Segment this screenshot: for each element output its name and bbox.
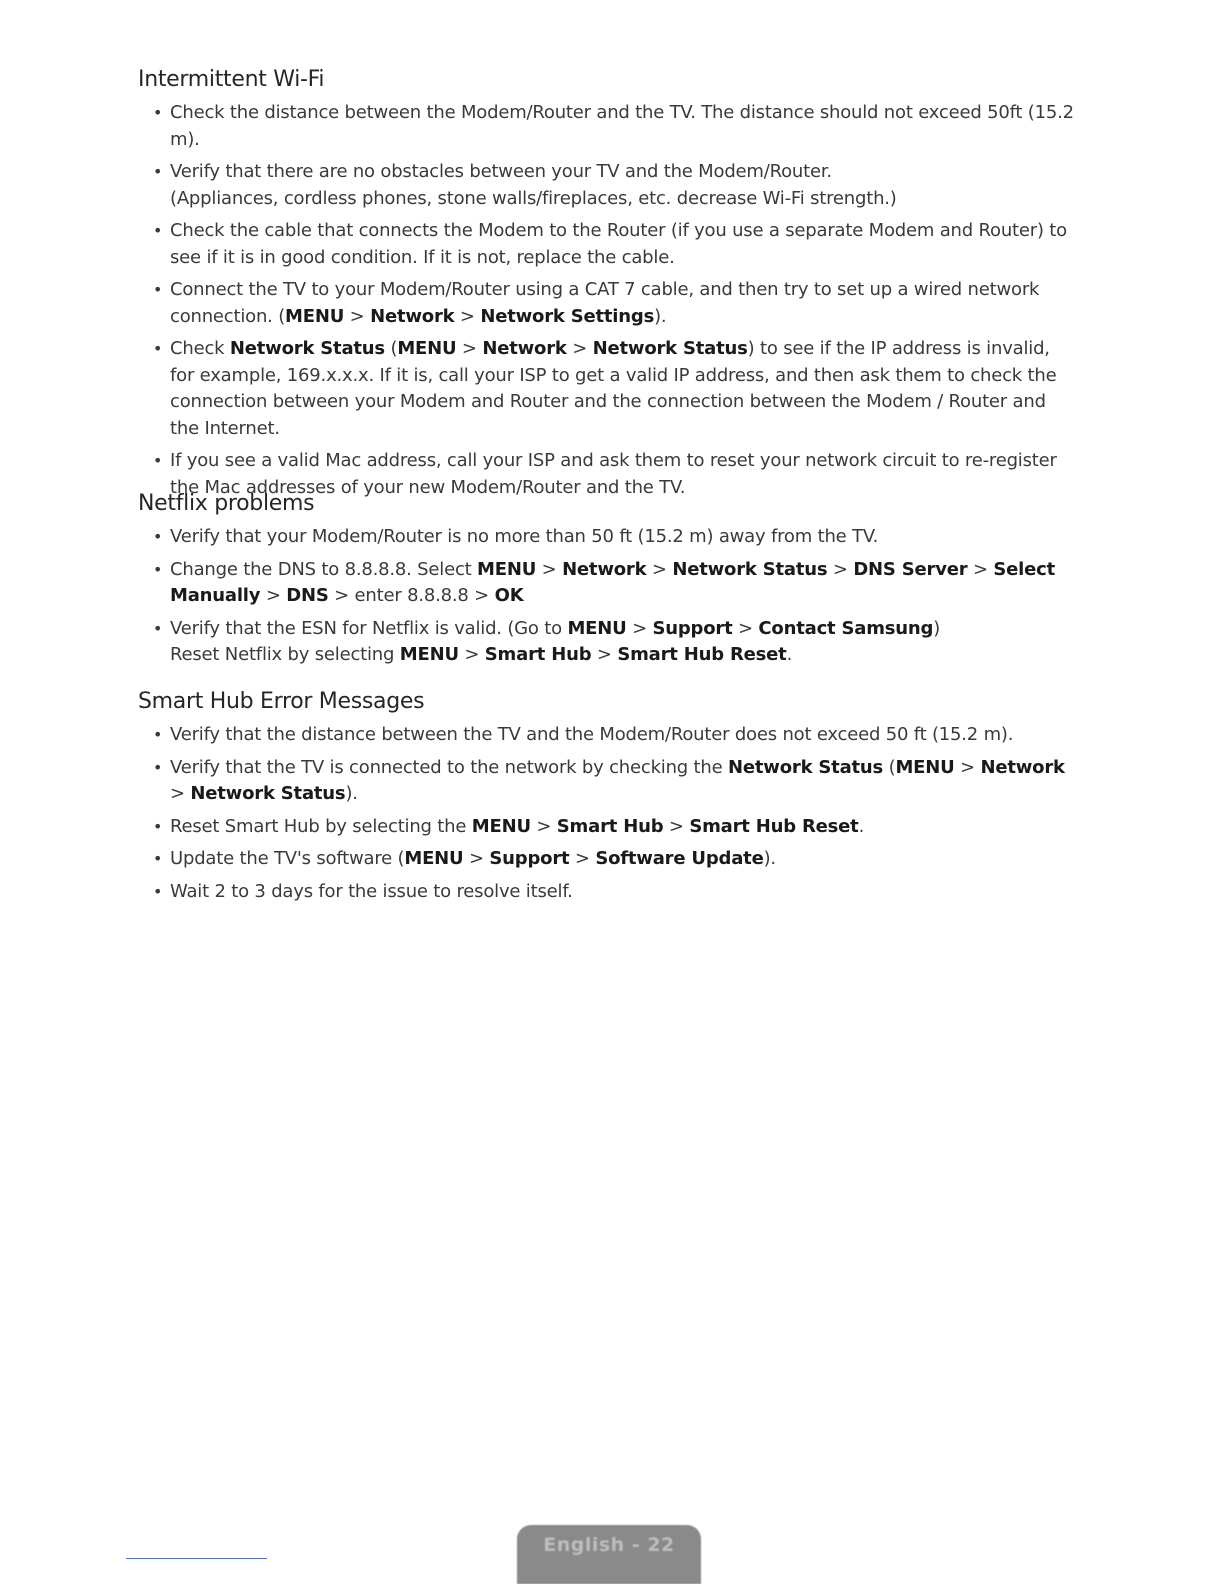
menu-path-term: Smart Hub Reset bbox=[617, 644, 787, 665]
menu-path-term: Network Status bbox=[190, 783, 346, 804]
list-item bbox=[170, 218, 1078, 271]
item-text: Connect the TV to your Modem/Router using a CAT 7 cable, and then try to set up a wired network connection. ( bbox=[170, 279, 1040, 327]
menu-path-term: Smart Hub bbox=[556, 815, 664, 837]
bullet-list bbox=[138, 100, 1078, 501]
bullet-list bbox=[138, 722, 1078, 905]
item-text: > bbox=[530, 815, 557, 837]
list-item bbox=[170, 814, 1078, 841]
menu-path-term: Network Settings bbox=[480, 305, 655, 327]
item-text: ) to see if the IP address is invalid, for example, 169.x.x.x. If it is, call your ISP to get a valid IP address, and then ask them to check the connection between your Modem and Router and the connection between the Modem / Router and the Internet. bbox=[170, 338, 1057, 439]
list-item bbox=[170, 846, 1078, 873]
item-text: Update the TV's software ( bbox=[170, 848, 405, 869]
item-text: > bbox=[954, 756, 981, 778]
item-text: ). bbox=[345, 783, 358, 804]
menu-path-term: Select Manually bbox=[170, 558, 1055, 606]
menu-path-term: Smart Hub bbox=[484, 644, 592, 665]
list-item bbox=[170, 336, 1078, 442]
menu-path-term: MENU bbox=[285, 305, 345, 327]
item-text: > bbox=[260, 585, 287, 606]
menu-path-term: OK bbox=[494, 585, 524, 606]
item-text: Verify that your Modem/Router is no more than 50 ft (15.2 m) away from the TV. bbox=[170, 526, 879, 547]
list-item bbox=[170, 722, 1078, 749]
list-item bbox=[170, 616, 1078, 669]
list-item bbox=[170, 159, 1078, 212]
item-text: Wait 2 to 3 days for the issue to resolve itself. bbox=[170, 880, 573, 902]
item-text: ) bbox=[933, 617, 941, 639]
menu-path-term: MENU bbox=[404, 848, 464, 869]
item-text: ( bbox=[384, 338, 398, 359]
menu-path-term: Network Status bbox=[229, 338, 385, 359]
item-text: . bbox=[786, 644, 793, 665]
item-text: Check the cable that connects the Modem to the Router (if you use a separate Modem and Router) to see if it is in good condition. If it is not, replace the cable. bbox=[170, 220, 1067, 268]
menu-path-term: Network Status bbox=[728, 756, 884, 778]
menu-path-term: MENU bbox=[567, 617, 627, 639]
page-number-badge: English - 22 bbox=[517, 1525, 701, 1584]
item-text: ( bbox=[883, 756, 896, 778]
item-text: ). bbox=[763, 848, 776, 869]
section-heading: Intermittent Wi-Fi bbox=[138, 67, 325, 92]
item-text: > bbox=[456, 338, 483, 359]
list-item bbox=[170, 100, 1078, 153]
menu-path-term: Network bbox=[980, 756, 1065, 778]
menu-path-term: Network Status bbox=[672, 558, 828, 580]
menu-path-term: Network bbox=[370, 305, 455, 327]
item-text: > bbox=[646, 558, 673, 580]
menu-path-term: DNS Server bbox=[853, 558, 968, 580]
item-text: > bbox=[626, 617, 653, 639]
section-netflix-problems bbox=[138, 490, 1078, 675]
list-item bbox=[170, 277, 1078, 330]
item-text: . bbox=[858, 815, 865, 837]
list-item bbox=[170, 557, 1078, 610]
item-text: > bbox=[344, 305, 371, 327]
menu-path-term: Contact Samsung bbox=[758, 617, 934, 639]
menu-path-term: MENU bbox=[477, 558, 537, 580]
footer-rule bbox=[126, 1558, 267, 1559]
list-item bbox=[170, 879, 1078, 906]
item-text: If you see a valid Mac address, call your ISP and ask them to reset your network circuit to re-register the Mac addresses of your new Modem/Router and the TV. bbox=[170, 450, 1057, 498]
list-item bbox=[170, 524, 1078, 551]
item-text: > bbox=[591, 644, 618, 665]
item-text: Verify that the ESN for Netflix is valid. (Go to bbox=[170, 617, 568, 639]
menu-path-term: Network bbox=[562, 558, 647, 580]
menu-path-term: DNS bbox=[286, 585, 329, 606]
item-text: > bbox=[827, 558, 854, 580]
section-heading: Smart Hub Error Messages bbox=[138, 689, 425, 714]
item-text: > bbox=[454, 305, 481, 327]
item-text: Reset Smart Hub by selecting the bbox=[170, 815, 472, 837]
menu-path-term: MENU bbox=[399, 644, 459, 665]
item-text: Verify that the distance between the TV and the Modem/Router does not exceed 50 ft (15.2 m). bbox=[170, 724, 1014, 745]
item-text: Reset Netflix by selecting bbox=[170, 644, 400, 665]
menu-path-term: Support bbox=[652, 617, 733, 639]
item-text: > bbox=[170, 783, 191, 804]
item-text: > enter 8.8.8.8 > bbox=[328, 585, 495, 606]
item-text: > bbox=[569, 848, 596, 869]
item-text: > bbox=[566, 338, 593, 359]
item-text: > bbox=[663, 815, 690, 837]
item-text: Verify that the TV is connected to the network by checking the bbox=[170, 756, 729, 778]
menu-path-term: MENU bbox=[895, 756, 955, 778]
item-text: > bbox=[732, 617, 759, 639]
menu-path-term: MENU bbox=[471, 815, 531, 837]
section-intermittent-wifi bbox=[138, 66, 1078, 507]
item-text: > bbox=[463, 848, 490, 869]
item-text: Check the distance between the Modem/Router and the TV. The distance should not exceed 50ft (15.2 m). bbox=[170, 102, 1074, 150]
menu-path-term: Support bbox=[489, 848, 570, 869]
section-smart-hub-errors bbox=[138, 688, 1078, 911]
menu-path-term: Network bbox=[482, 338, 567, 359]
item-text: Change the DNS to 8.8.8.8. Select bbox=[170, 558, 478, 580]
menu-path-term: MENU bbox=[397, 338, 457, 359]
menu-path-term: Software Update bbox=[595, 848, 764, 869]
list-item bbox=[170, 755, 1078, 808]
item-text: Verify that there are no obstacles between your TV and the Modem/Router. bbox=[170, 161, 832, 182]
menu-path-term: Smart Hub Reset bbox=[689, 815, 859, 837]
item-text: Check bbox=[170, 338, 230, 359]
item-text: (Appliances, cordless phones, stone walls/fireplaces, etc. decrease Wi-Fi strength.) bbox=[170, 187, 897, 209]
bullet-list bbox=[138, 524, 1078, 669]
item-text: > bbox=[458, 644, 485, 665]
item-text: ). bbox=[654, 305, 667, 327]
menu-path-term: Network Status bbox=[592, 338, 748, 359]
item-text: > bbox=[967, 558, 994, 580]
item-text: > bbox=[536, 558, 563, 580]
section-heading: Netflix problems bbox=[138, 491, 315, 516]
